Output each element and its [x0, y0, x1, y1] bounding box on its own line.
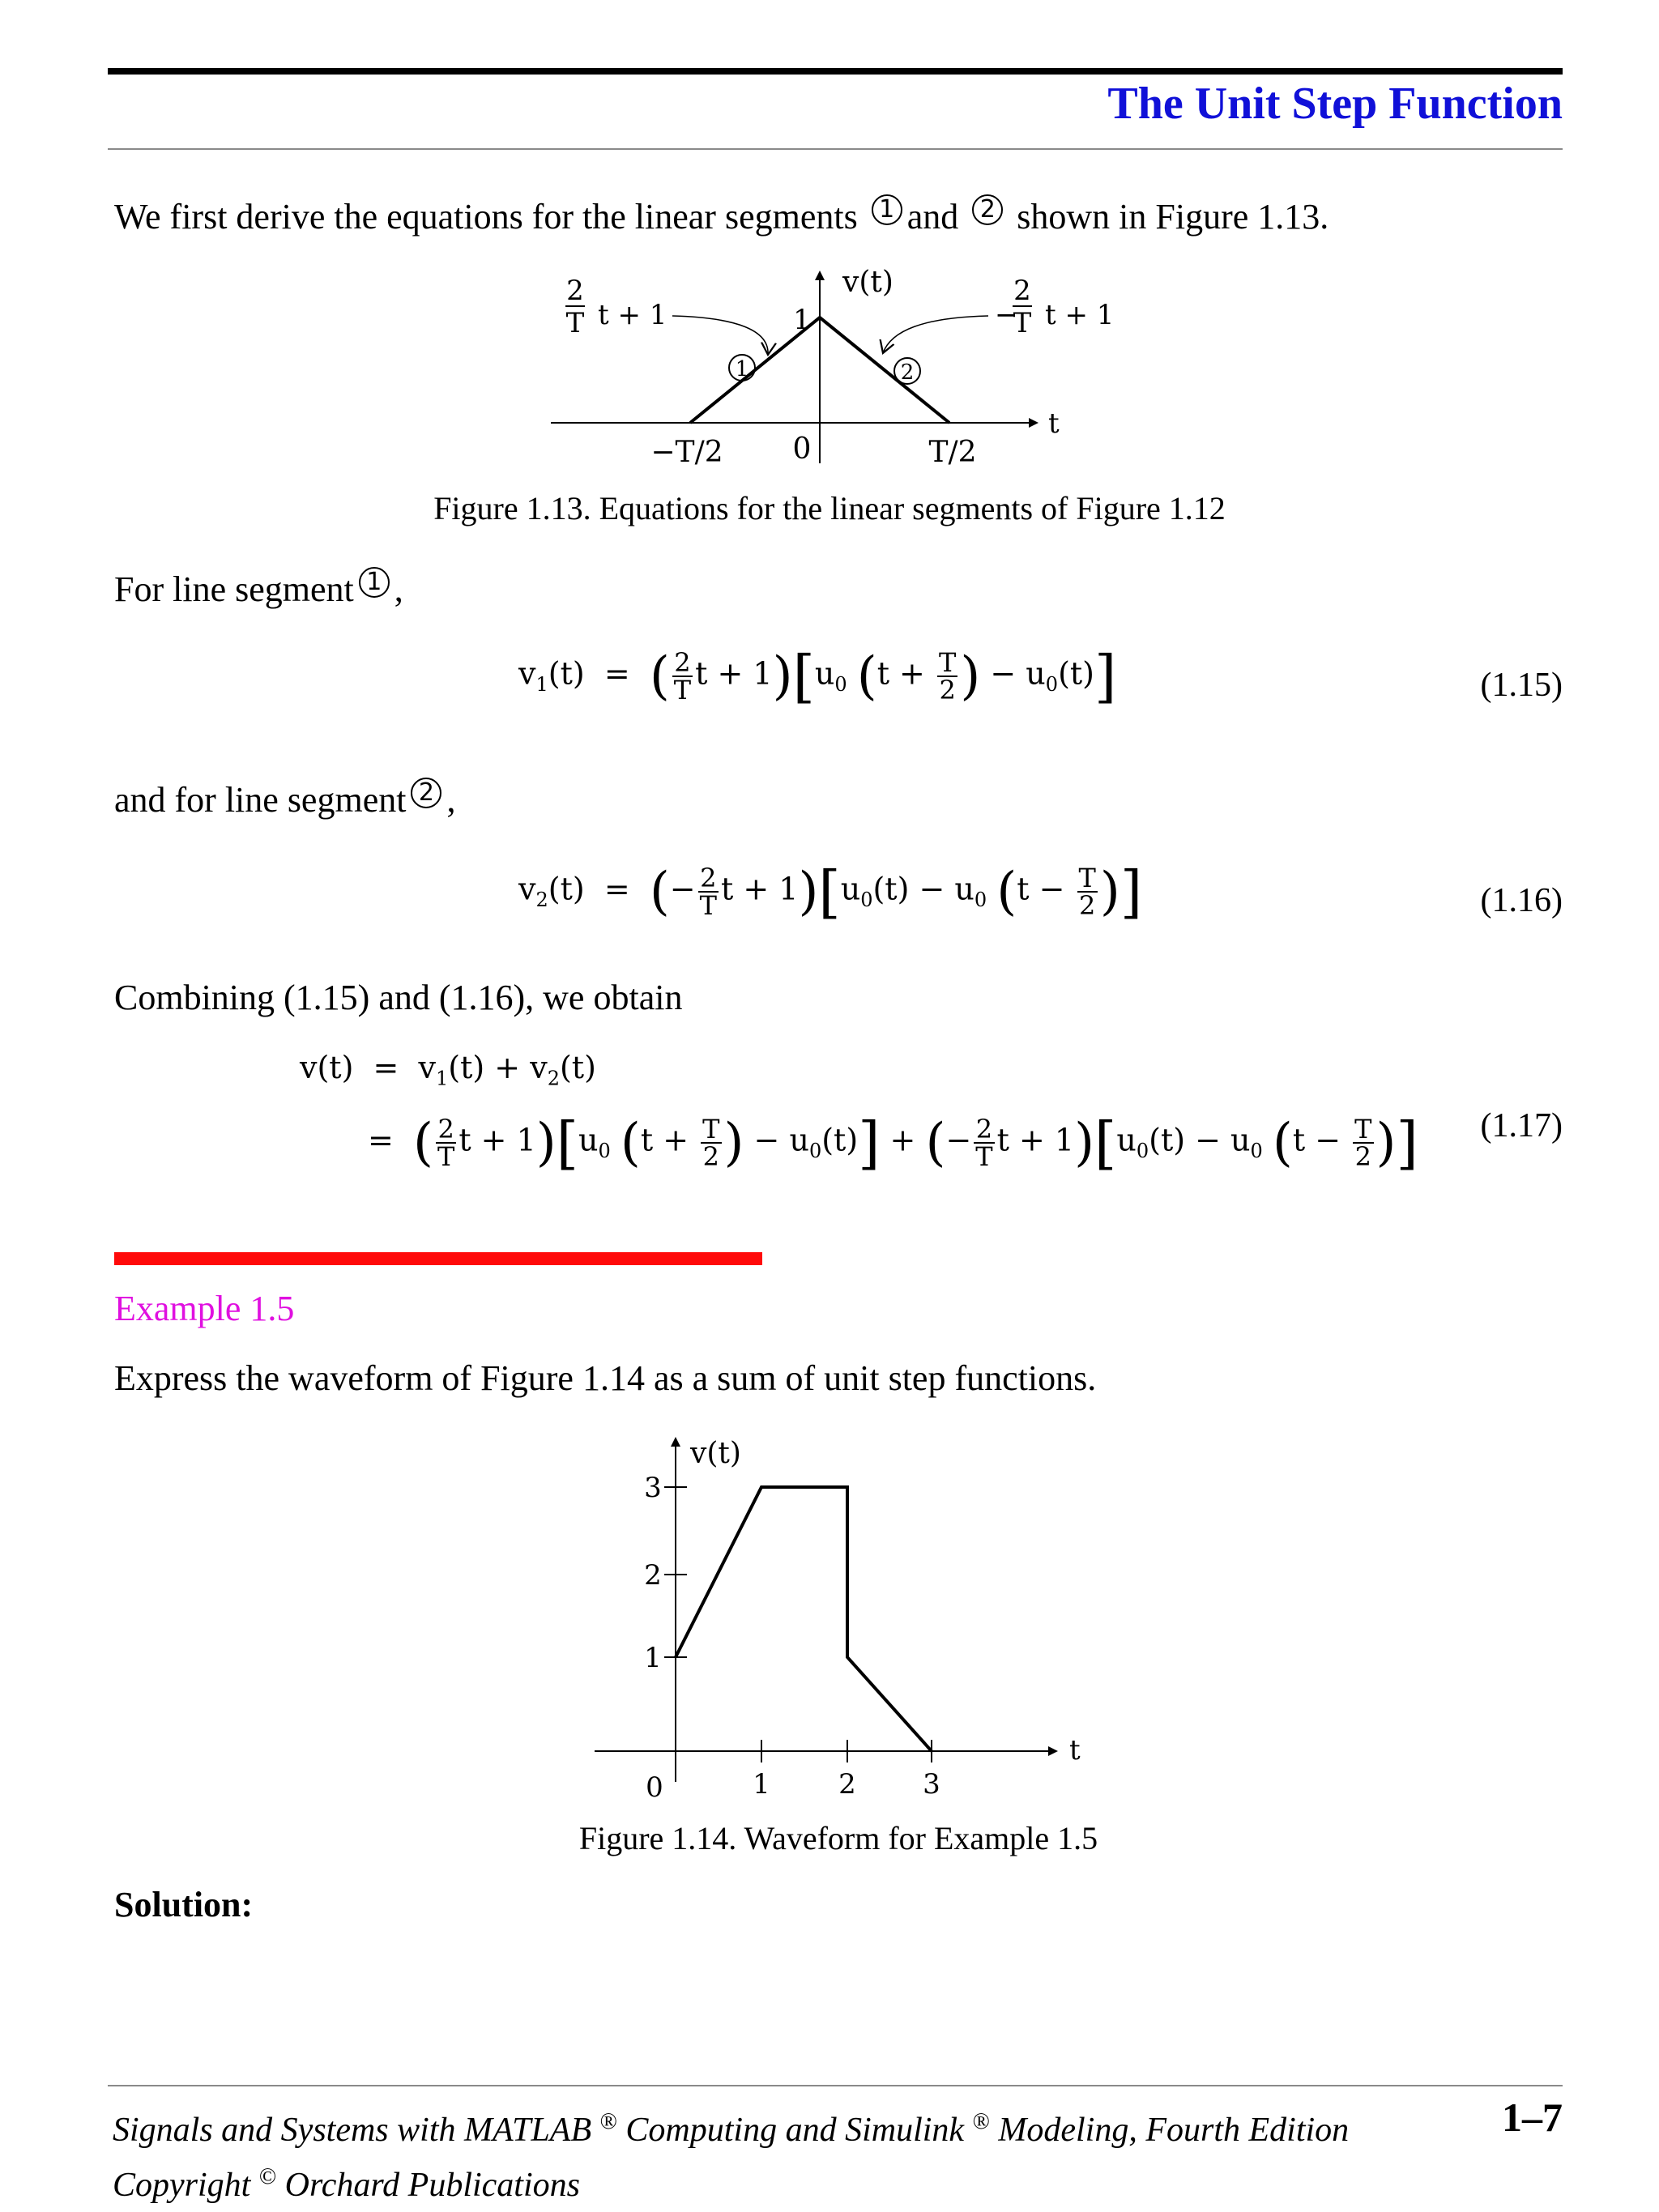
fig13-x-neg: −T/2: [650, 436, 723, 469]
fig13-arrow-right: [883, 316, 988, 353]
segment2-paragraph: and for line segment 2 ,: [114, 778, 456, 820]
figure-1-13: [551, 267, 1118, 478]
fig14-ytick-1: 1: [644, 1642, 662, 1674]
footer-divider: [108, 2085, 1563, 2086]
circled-one-icon: 1: [359, 567, 390, 598]
equation-1-16: $v_2(t)$ = (− $\frac{2}{T}$ $t + 1)[u_0(t) - u_0$ (t − $\frac{T}{2}$ )]: [518, 859, 1143, 925]
fig13-left-rest: t + 1: [598, 299, 667, 331]
fig13-right-rest: t + 1: [1045, 299, 1115, 331]
equation-1-15: $v_1(t)$ = ( $\frac{2}{T}$ $t + 1)[u_0$ (t + $\frac{T}{2}$ ) − $u_0(t)$]: [518, 643, 1117, 710]
registered-icon: ®: [972, 2109, 990, 2134]
equation-1-17-line2: = ( $\frac{2}{T}$ $t + 1)[u_0$ (t + $\frac{T}{2}$ ) − $u_0(t)$] + (− $\frac{2}{T}$ $t + 1)[u_0(t) - u_0$ (t − $\frac{T}{2}$ )]: [368, 1110, 1418, 1176]
fig14-y-arrow-icon: [671, 1437, 680, 1447]
fig14-xtick-3: 3: [923, 1768, 940, 1801]
fig13-arrow-left: [672, 316, 768, 355]
fig13-x-arrow-icon: [1029, 418, 1038, 428]
fig14-x-label: t: [1069, 1734, 1081, 1767]
footer-book-title: Signals and Systems with MATLAB ® Computing and Simulink ® Modeling, Fourth Edition: [113, 2109, 1350, 2149]
fig14-xtick-1: 1: [753, 1768, 770, 1801]
circled-one-icon: 1: [872, 194, 902, 225]
fig13-right-sign: −: [995, 299, 1018, 331]
fig13-y-arrow-icon: [815, 271, 825, 280]
page-header-title: The Unit Step Function: [1107, 79, 1563, 129]
header-rule: [108, 68, 1563, 75]
combining-paragraph: Combining (1.15) and (1.16), we obtain: [114, 978, 683, 1017]
figure-1-14-caption: Figure 1.14. Waveform for Example 1.5: [578, 1820, 1098, 1856]
fig14-x-arrow-icon: [1048, 1746, 1058, 1756]
fig13-x-zero: 0: [792, 433, 812, 466]
fig13-left-num: 2: [566, 275, 584, 307]
equation-number-1-16: (1.16): [1480, 882, 1563, 919]
svg-text:1: 1: [735, 357, 749, 381]
equation-1-17-line1: $v(t) = v_1(t) + v_2(t)$: [300, 1050, 596, 1090]
example-divider-bar: [114, 1252, 762, 1265]
intro-text-pre: We first derive the equations for the linear segments: [114, 197, 858, 237]
fig14-y-label: v(t): [690, 1437, 741, 1470]
fig14-waveform: [676, 1487, 932, 1751]
copyright-icon: ©: [258, 2164, 277, 2189]
page-number: 1–7: [1502, 2095, 1563, 2140]
equation-number-1-15: (1.15): [1480, 667, 1563, 704]
figure-1-13-caption: Figure 1.13. Equations for the linear segments of Figure 1.12: [433, 490, 1226, 526]
example-statement: Express the waveform of Figure 1.14 as a sum of unit step functions.: [114, 1358, 1097, 1398]
fig14-ytick-2: 2: [644, 1559, 662, 1592]
fig13-peak-label: 1: [793, 304, 811, 336]
figure-1-14: [591, 1434, 1094, 1806]
fig13-y-label: v(t): [842, 267, 893, 299]
circled-two-icon: 2: [411, 778, 441, 808]
svg-text:2: 2: [900, 360, 915, 385]
circled-two-icon: 2: [972, 194, 1003, 225]
fig13-left-den: T: [565, 307, 585, 339]
intro-text-post: shown in Figure 1.13.: [1017, 197, 1329, 237]
fig14-ytick-3: 3: [644, 1472, 662, 1504]
intro-paragraph: [114, 194, 1328, 237]
fig13-right-den: T: [1013, 307, 1032, 339]
intro-and: and: [906, 197, 959, 237]
fig13-x-pos: T/2: [928, 436, 977, 469]
registered-icon: ®: [599, 2109, 617, 2134]
fig14-xtick-2: 2: [838, 1768, 856, 1801]
footer-copyright: Copyright © Orchard Publications: [113, 2164, 580, 2204]
fig14-xtick-0: 0: [646, 1771, 663, 1804]
equation-number-1-17: (1.17): [1480, 1107, 1563, 1144]
header-divider: [108, 148, 1563, 150]
solution-label: Solution:: [114, 1885, 254, 1924]
segment1-paragraph: For line segment 1 ,: [114, 568, 403, 609]
fig13-x-label: t: [1048, 407, 1060, 440]
example-title: Example 1.5: [114, 1289, 295, 1328]
fig13-right-num: 2: [1013, 275, 1031, 307]
